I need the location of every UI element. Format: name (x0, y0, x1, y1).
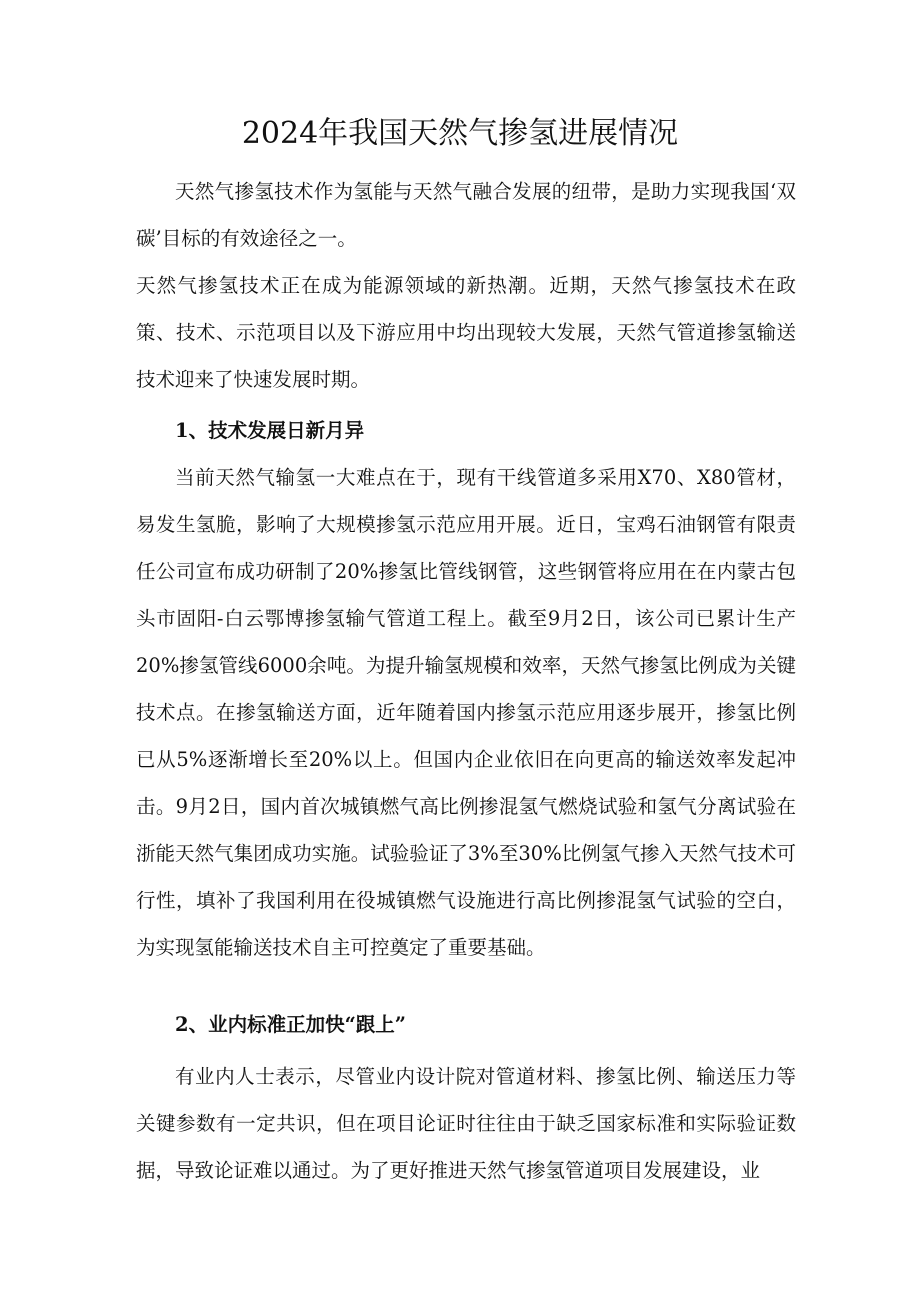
section-2-heading: 2、业内标准正加快“跟上” (175, 1013, 407, 1036)
section-1-heading: 1、技术发展日新月异 (175, 419, 365, 442)
paragraph-1: 天然气掺氢技术正在成为能源领域的新热潮。近期，天然气掺氢技术在政策、技术、示范项目以及下游应用中均出现较大发展，天然气管道掺氢输送技术迎来了快速发展时期。 (136, 274, 796, 391)
section-2-body: 有业内人士表示，尽管业内设计院对管道材料、掺氢比例、输送压力等关键参数有一定共识，但在项目论证时往往由于缺乏国家标准和实际验证数据，导致论证难以通过。为了更好推进天然气掺氢管道项目发展建设，业 (136, 1065, 796, 1182)
section-1-body: 当前天然气输氢一大难点在于，现有干线管道多采用X70、X80管材，易发生氢脆，影响了大规模掺氢示范应用开展。近日，宝鸡石油钢管有限责任公司宣布成功研制了20%掺氢比管线钢管，这些钢管将应用在在内蒙古包头市固阳-白云鄂博掺氢输气管道工程上。截至9月2日，该公司已累计生产20%掺氢管线6000余吨。为提升输氢规模和效率，天然气掺氢比例成为关键技术点。在掺氢输送方面，近年随着国内掺氢示范应用逐步展开，掺氢比例已从5%逐渐增长至20%以上。但国内企业依旧在向更高的输送效率发起冲击。9月2日，国内首次城镇燃气高比例掺混氢气燃烧试验和氢气分离试验在浙能天然气集团成功实施。试验验证了3%至30%比例氢气掺入天然气技术可行性，填补了我国利用在役城镇燃气设施进行高比例掺混氢气试验的空白，为实现氢能输送技术自主可控奠定了重要基础。 (136, 466, 796, 959)
intro-paragraph: 天然气掺氢技术作为氢能与天然气融合发展的纽带，是助力实现我国‘双碳’目标的有效途径之一。 (136, 180, 796, 250)
document-title: 2024年我国天然气掺氢进展情况 (241, 116, 679, 151)
